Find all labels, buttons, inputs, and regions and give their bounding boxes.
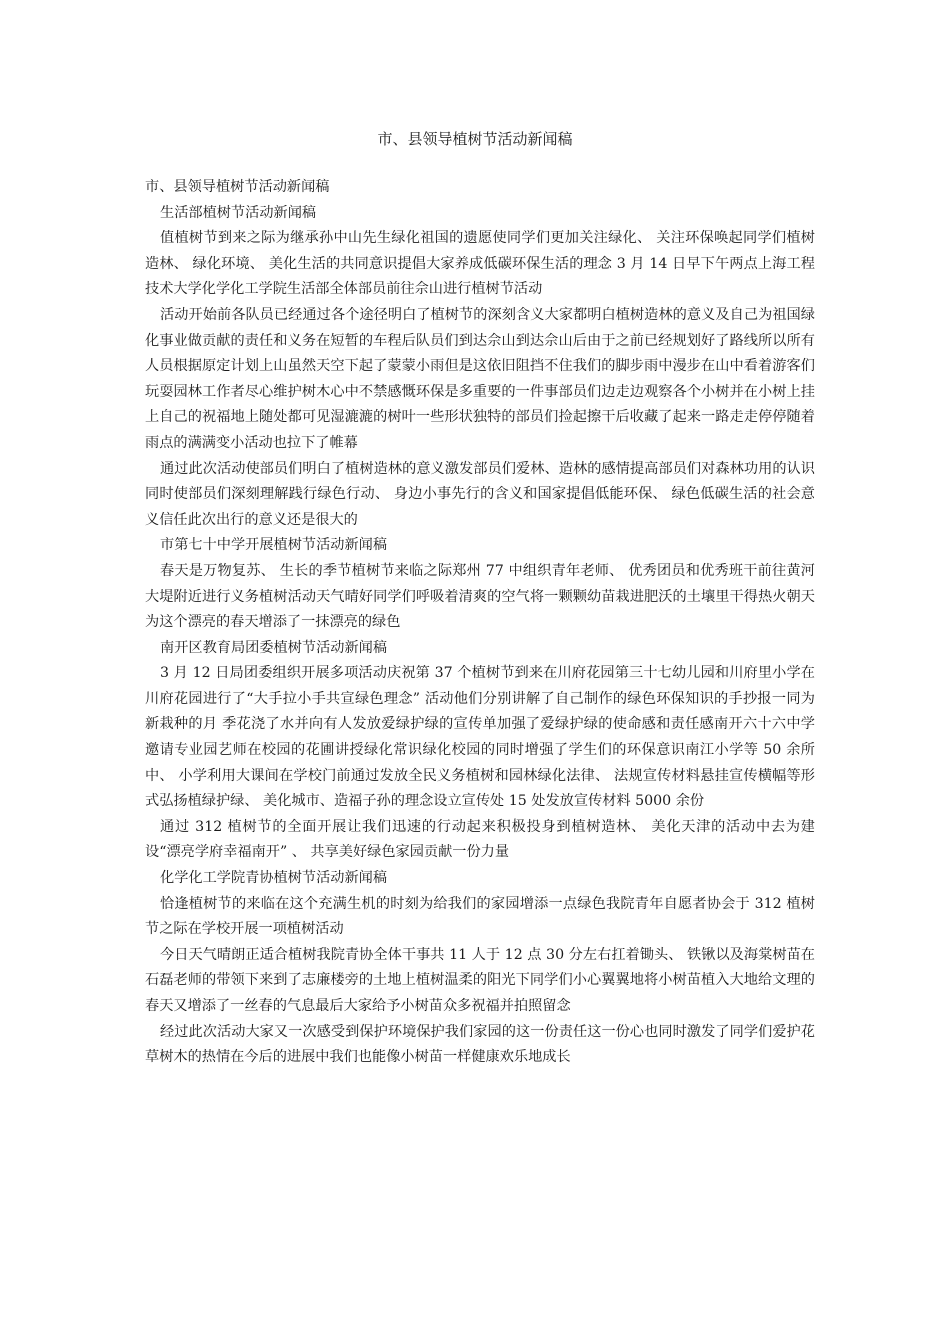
paragraph: 春天是万物复苏、 生长的季节植树节来临之际郑州 77 中组织青年老师、 优秀团员和优秀班干前往黄河大堤附近进行义务植树活动天气晴好同学们呼吸着清爽的空气将一颗颗幼苗栽进肥沃的土壤里干得热火朝天为这个漂亮的春天增添了一抹漂亮的绿色 — [145, 562, 815, 631]
paragraph: 恰逢植树节的来临在这个充满生机的时刻为给我们的家园增添一点绿色我院青年自愿者协会于 312 植树节之际在学校开展一项植树活动 — [145, 895, 815, 938]
document-body — [145, 175, 815, 1071]
paragraph: 生活部植树节活动新闻稿 — [160, 204, 317, 221]
paragraph: 市、县领导植树节活动新闻稿 — [145, 179, 330, 195]
section-heading: 化学化工学院青协植树节活动新闻稿 — [160, 870, 388, 887]
paragraph: 今日天气晴朗正适合植树我院青协全体干事共 11 人于 12 点 30 分左右扛着锄头、 铁锹以及海棠树苗在石磊老师的带领下来到了志廉楼旁的土地上植树温柔的阳光下同学们小心翼翼地将小树苗植入大地给文理的春天又增添了一丝春的气息最后大家给予小树苗众多祝福并拍照留念 — [145, 946, 815, 1014]
paragraph: 通过 312 植树节的全面开展让我们迅速的行动起来积极投身到植树造林、 美化天津的活动中去为建设“漂亮学府幸福南开” 、 共享美好绿色家园贡献一份力量 — [145, 818, 815, 861]
paragraph: 通过此次活动使部员们明白了植树造林的意义激发部员们爱林、造林的感情提高部员们对森林功用的认识同时使部员们深刻理解践行绿色行动、 身边小事先行的含义和国家提倡低能环保、 绿色低碳生活的社会意义信任此次出行的意义还是很大的 — [145, 460, 815, 528]
paragraph: 3 月 12 日局团委组织开展多项活动庆祝第 37 个植树节到来在川府花园第三十七幼儿园和川府里小学在川府花园进行了“大手拉小手共宣绿色理念” 活动他们分别讲解了自己制作的绿色环保知识的手抄报一同为新栽种的月 季花浇了水并向有人发放爱绿护绿的宣传单加强了爱绿护绿的使命感和责任感南开六十六中学邀请专业园艺师在校园的花圃讲授绿化常识绿化校园的同时增强了学生们的环保意识南江小学等 50 余所中、 小学利用大课间在学校门前通过发放全民义务植树和园林绿化法律、 法规宣传材料悬挂宣传横幅等形式弘扬植绿护绿、 美化城市、造福子孙的理念设立宣传处 15 处发放宣传材料 5000 余份 — [145, 665, 815, 810]
section-heading: 南开区教育局团委植树节活动新闻稿 — [160, 639, 388, 656]
paragraph: 值植树节到来之际为继承孙中山先生绿化祖国的遗愿使同学们更加关注绿化、 关注环保唤起同学们植树造林、 绿化环境、 美化生活的共同意识提倡大家养成低碳环保生活的理念 3 月 14 日早下午两点上海工程技术大学化学化工学院生活部全体部员前往佘山进行植树节活动 — [145, 230, 815, 298]
paragraph: 经过此次活动大家又一次感受到保护环境保护我们家园的这一份责任这一份心也同时激发了同学们爱护花草树木的热情在今后的进展中我们也能像小树苗一样健康欢乐地成长 — [145, 1023, 815, 1066]
section-heading: 市第七十中学开展植树节活动新闻稿 — [160, 537, 388, 554]
document-title: 市、县领导植树节活动新闻稿 — [377, 130, 573, 148]
paragraph: 活动开始前各队员已经通过各个途径明白了植树节的深刻含义大家都明白植树造林的意义及自己为祖国绿化事业做贡献的责任和义务在短暂的车程后队员们到达佘山到达佘山后由于之前已经规划好了路线所以所有人员根据原定计划上山虽然天空下起了蒙蒙小雨但是这依旧阻挡不住我们的脚步雨中漫步在山中看着游客们玩耍园林工作者尽心维护树木心中不禁感慨环保是多重要的一件事部员们边走边观察各个小树并在小树上挂上自己的祝福地上随处都可见湿漉漉的树叶一些形状独特的部员们捡起擦干后收藏了起来一路走走停停随着雨点的满满变小活动也拉下了帷幕 — [145, 306, 815, 451]
